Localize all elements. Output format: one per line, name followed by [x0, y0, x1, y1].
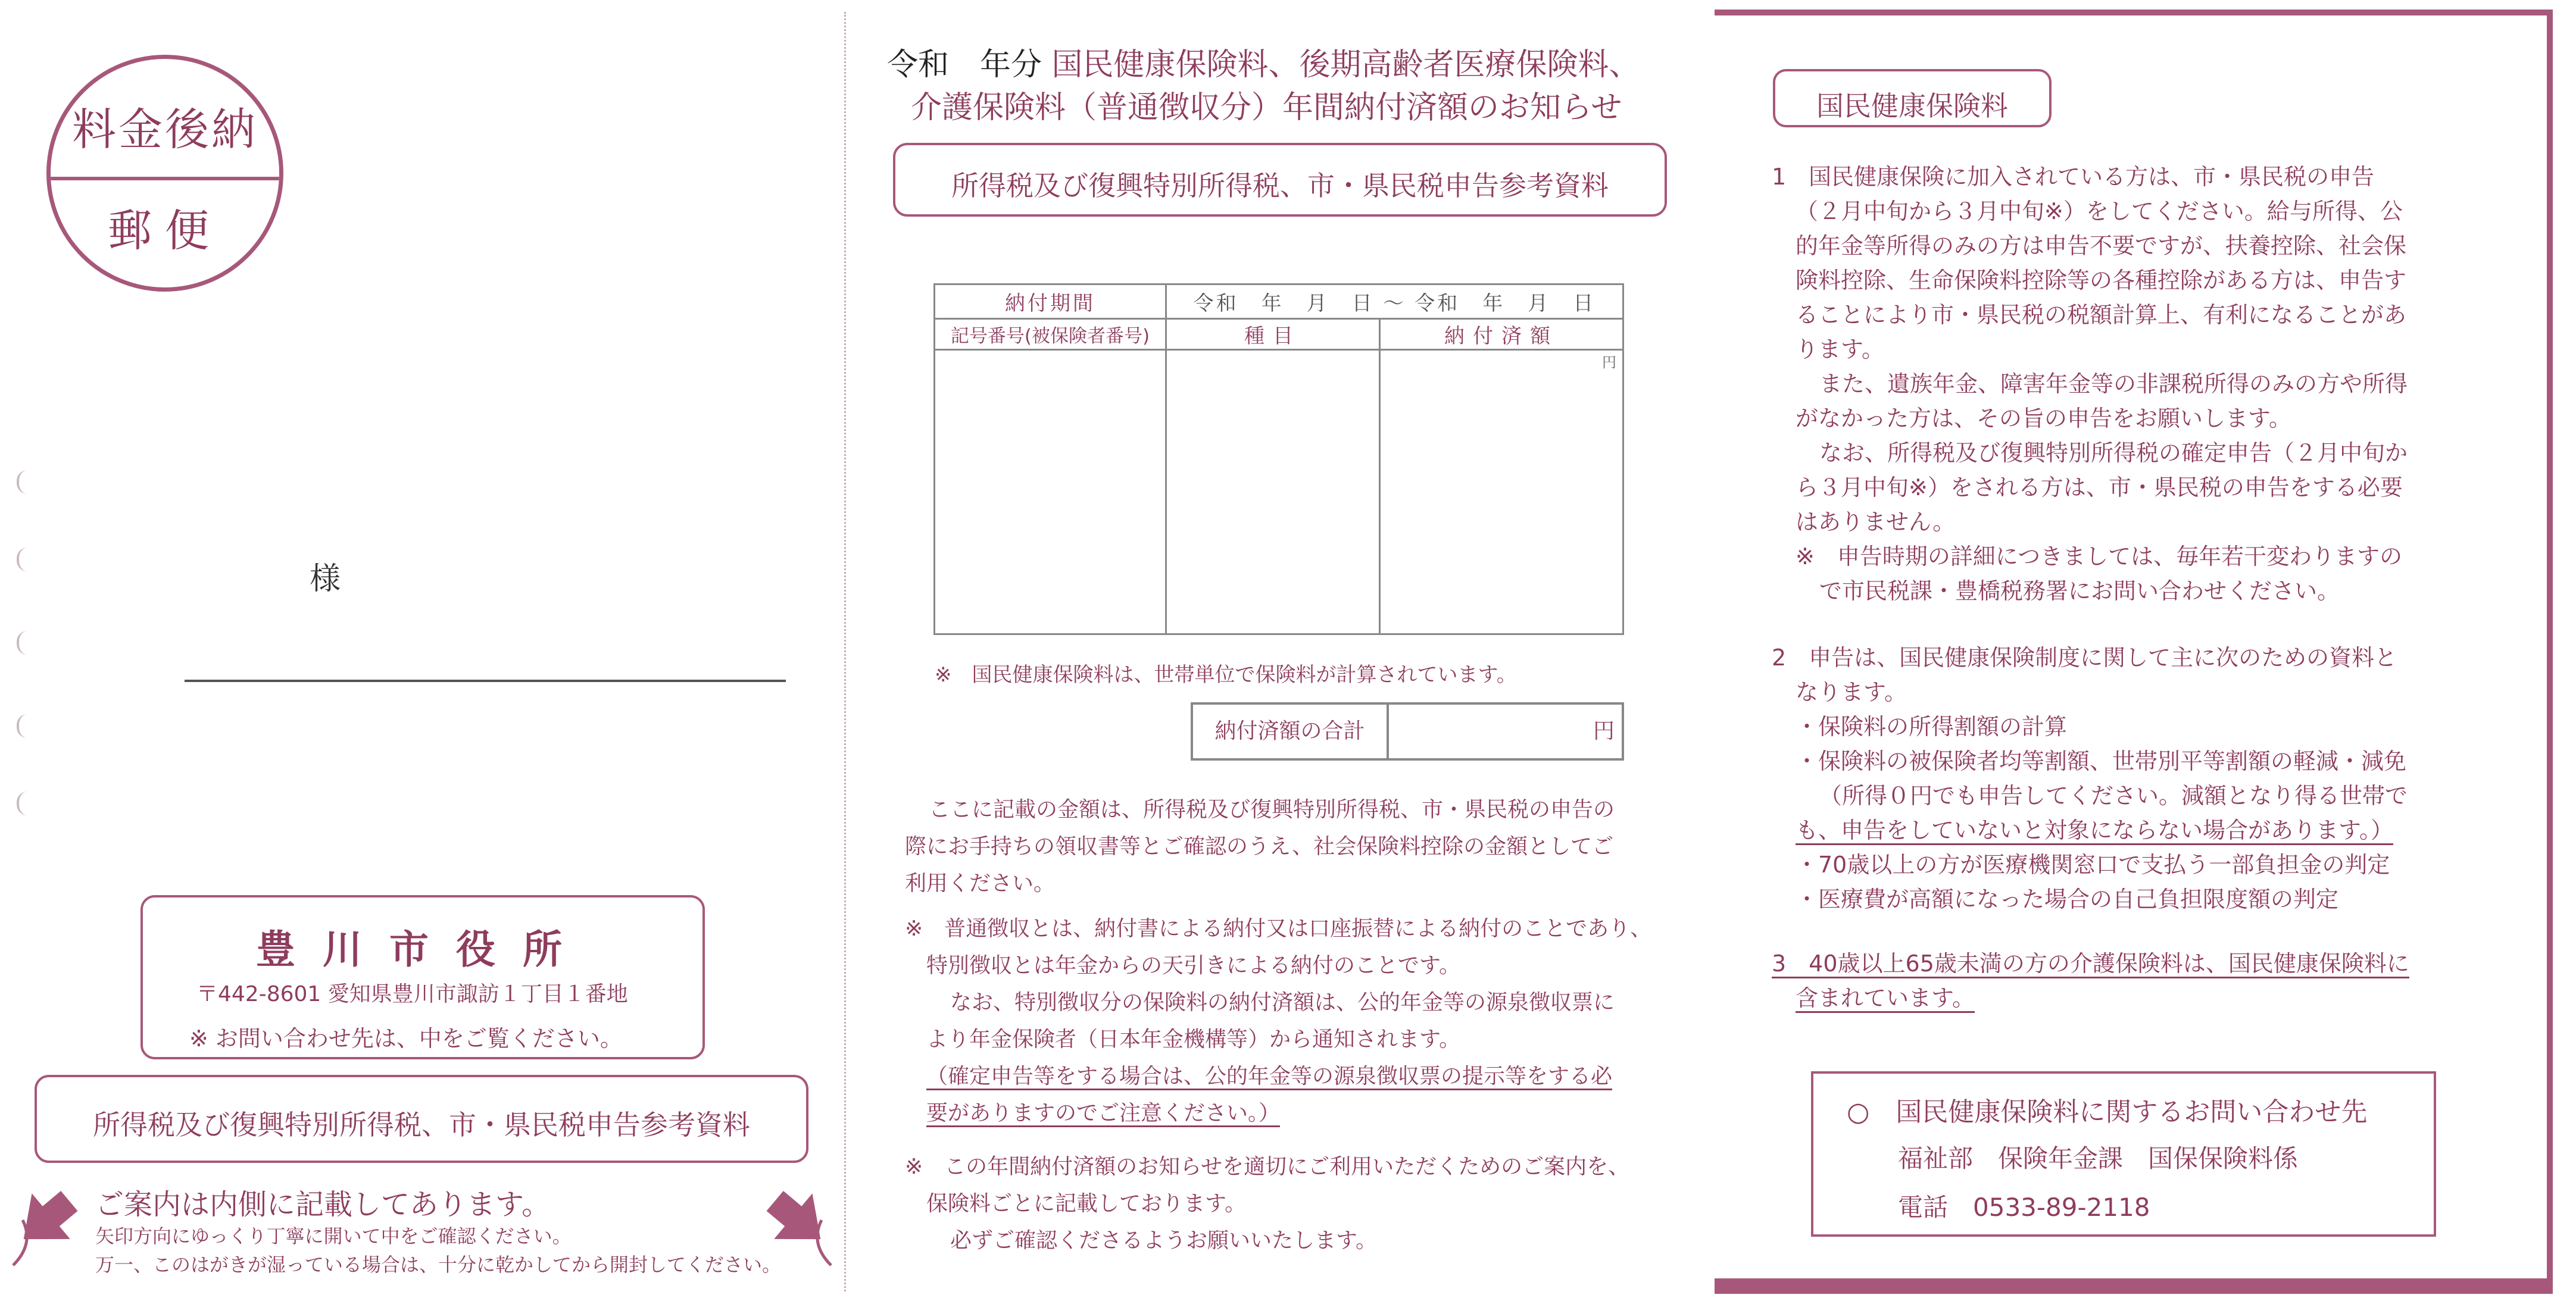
- text-line: ・医療費が高額になった場合の自己負担限度額の判定: [1796, 886, 2339, 912]
- total-box: [1191, 702, 1624, 761]
- section-3: [1715, 946, 2500, 1015]
- text-line: ・保険料の所得割額の計算: [1796, 714, 2068, 740]
- text-line: 際にお手持ちの領収書等とご確認のうえ、社会保険料控除の金額としてご: [905, 834, 1614, 859]
- text-line: 2 申告は、国民健康保険制度に関して主に次のための資料と: [1772, 645, 2397, 671]
- col-header-number: 記号番号(被保険者番号): [935, 319, 1166, 350]
- postcard-front: [0, 0, 845, 1301]
- text-line: [905, 1095, 1679, 1132]
- text-line: [905, 1058, 1679, 1095]
- text-line: [1715, 946, 2500, 981]
- tear-notch: [17, 714, 30, 738]
- text-line: ・70歳以上の方が医療機関窓口で支払う一部負担金の判定: [1796, 852, 2390, 878]
- city-name: 豊川市役所: [256, 927, 589, 972]
- text-line: なお、特別徴収分の保険料の納付済額は、公的年金等の源泉徴収票に: [950, 990, 1615, 1015]
- tear-notch: [17, 631, 30, 655]
- stamp-line1: 料金後納: [72, 104, 258, 155]
- contact-box: [1811, 1071, 2436, 1237]
- table-row: [935, 350, 1623, 634]
- text-line: ら３月中旬※）をされる方は、市・県民税の申告をする必要: [1796, 474, 2403, 501]
- text-line: なります。: [1796, 679, 1907, 705]
- text-line: 特別徴収とは年金からの天引きによる納付のことです。: [926, 953, 1461, 978]
- text-line: 険料控除、生命保険料控除等の各種控除がある方は、申告す: [1796, 267, 2407, 293]
- payment-table: [933, 283, 1624, 635]
- guide-line2: 万一、このはがきが湿っている場合は、十分に乾かしてから開封してください。: [95, 1253, 782, 1276]
- contact-department: 福祉部 保険年金課 国保保険料係: [1898, 1144, 2299, 1173]
- tear-notch: [17, 792, 30, 815]
- notice-year: 令和 年分: [887, 47, 1042, 83]
- underlined-text: （所得０円でも申告してください。減額となり得る世帯で: [1819, 783, 2408, 809]
- city-note: ※ お問い合わせ先は、中をご覧ください。: [189, 1025, 623, 1052]
- section-1: [1715, 160, 2500, 608]
- underlined-text: （確定申告等をする場合は、公的年金等の源泉徴収票の提示等をする必: [926, 1064, 1612, 1090]
- text-line: 必ずご確認くださるようお願いいたします。: [950, 1228, 1378, 1253]
- text-line: で市民税課・豊橋税務署にお問い合わせください。: [1819, 578, 2340, 604]
- period-value: 令和 年 月 日 ～ 令和 年 月 日: [1166, 284, 1623, 319]
- text-line: [1715, 981, 2500, 1015]
- reference-label: 所得税及び復興特別所得税、市・県民税申告参考資料: [951, 170, 1609, 202]
- underlined-text: 要がありますのでご注意ください。）: [926, 1101, 1280, 1127]
- notice-title-line1: [887, 39, 1640, 84]
- column-header-row: [935, 319, 1623, 350]
- text-line: ※ 申告時期の詳細につきましては、毎年若干変わりますの: [1796, 543, 2403, 570]
- text-line: 的年金等所得のみの方は申告不要ですが、扶養控除、社会保: [1796, 233, 2407, 259]
- notice-title-line2: 介護保険料（普通徴収分）年間納付済額のお知らせ: [911, 90, 1622, 126]
- household-note: ※ 国民健康保険料は、世帯単位で保険料が計算されています。: [935, 663, 1517, 687]
- period-label: 納付期間: [935, 284, 1166, 319]
- text-line: ※ この年間納付済額のお知らせを適切にご利用いただくためのご案内を、: [905, 1155, 1630, 1179]
- text-line: ※ 普通徴収とは、納付書による納付又は口座振替による納付のことであり、: [905, 917, 1652, 941]
- underlined-text: も、申告をしていないと対象にならない場合があります。）: [1796, 817, 2393, 845]
- section-title-box: [1773, 69, 2052, 127]
- tear-notch: [17, 548, 30, 571]
- text-line: 利用ください。: [905, 871, 1056, 896]
- notice-title-text1: 国民健康保険料、後期高齢者医療保険料、: [1051, 47, 1640, 83]
- text-line: なお、所得税及び復興特別所得税の確定申告（２月中旬か: [1819, 440, 2408, 466]
- text-line: ることにより市・県民税の税額計算上、有利になることがあ: [1796, 302, 2407, 328]
- guidance-paragraph: [905, 1149, 1679, 1259]
- stamp-divider: [51, 177, 279, 180]
- text-line: [1715, 813, 2500, 847]
- reference-label-box: [35, 1075, 808, 1163]
- text-line: （２月中旬から３月中旬※）をしてください。給与所得、公: [1796, 198, 2403, 224]
- text-line: がなかった方は、その旨の申告をお願いします。: [1796, 405, 2291, 431]
- recipient-suffix: 様: [310, 561, 341, 597]
- postage-stamp-mark: [46, 55, 283, 292]
- reference-label-box: [893, 143, 1667, 217]
- stamp-line2: 郵便: [108, 205, 222, 257]
- section-title: 国民健康保険料: [1816, 90, 2008, 122]
- text-line: より年金保険者（日本年金機構等）から通知されます。: [926, 1027, 1461, 1052]
- text-line: [1715, 778, 2500, 813]
- sender-box: [140, 895, 705, 1059]
- city-address: 〒442-8601 愛知県豊川市諏訪１丁目１番地: [196, 982, 628, 1006]
- period-row: [935, 284, 1623, 319]
- contact-phone: 電話 0533-89-2118: [1898, 1193, 2150, 1222]
- text-line: ここに記載の金額は、所得税及び復興特別所得税、市・県民税の申告の: [929, 798, 1615, 822]
- payment-notice-panel: [845, 0, 1715, 1301]
- text-line: 保険料ごとに記載しております。: [926, 1191, 1247, 1216]
- tear-notch: [17, 470, 30, 494]
- text-line: 1 国民健康保険に加入されている方は、市・県民税の申告: [1772, 164, 2375, 190]
- address-underline: [185, 680, 786, 682]
- text-line: また、遺族年金、障害年金等の非課税所得のみの方や所得: [1819, 371, 2408, 397]
- total-label: 納付済額の合計: [1193, 705, 1389, 758]
- reference-label: 所得税及び復興特別所得税、市・県民税申告参考資料: [93, 1109, 750, 1141]
- collection-paragraph: [905, 911, 1679, 1132]
- cell-number: [935, 350, 1166, 634]
- total-unit: 円: [1593, 719, 1615, 743]
- cell-item: [1166, 350, 1379, 634]
- text-line: ります。: [1796, 336, 1884, 362]
- contact-title: ○ 国民健康保険料に関するお問い合わせ先: [1847, 1097, 2368, 1127]
- section-2: [1715, 640, 2500, 917]
- col-header-amount: 納付済額: [1380, 319, 1623, 350]
- underlined-text: 3 40歳以上65歳未満の方の介護保険料は、国民健康保険料に: [1772, 950, 2409, 978]
- guide-line1: 矢印方向にゆっくり丁寧に開いて中をご確認ください。: [95, 1225, 572, 1247]
- text-line: ・保険料の被保険者均等割額、世帯別平等割額の軽減・減免: [1796, 748, 2407, 774]
- underlined-text: 含まれています。: [1796, 985, 1975, 1013]
- open-arrow-icon: [11, 1184, 82, 1268]
- col-header-item: 種目: [1166, 319, 1379, 350]
- cell-amount-unit: 円: [1380, 350, 1623, 634]
- guide-title: ご案内は内側に記載してあります。: [95, 1188, 551, 1221]
- text-line: はありません。: [1796, 509, 1956, 535]
- usage-paragraph: [905, 792, 1679, 902]
